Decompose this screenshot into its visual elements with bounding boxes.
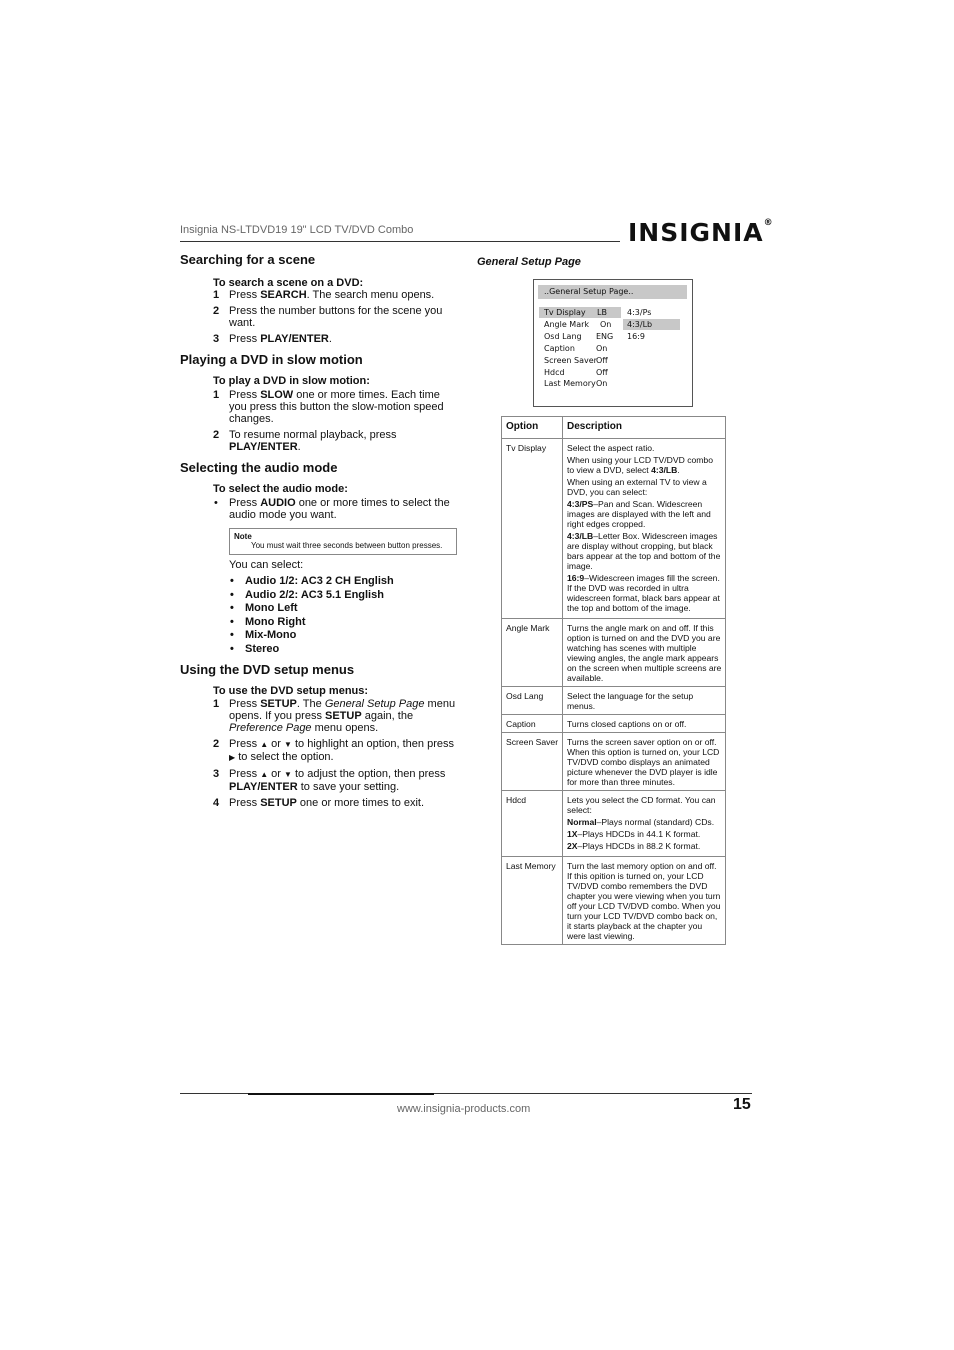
options-table [501,416,726,945]
down-arrow-icon: ▼ [284,770,292,779]
header-title: Insignia NS-LTDVD19 19" LCD TV/DVD Combo [180,224,414,236]
list-item: • Mix-Mono [229,629,460,643]
list-item: • Mono Left [229,602,460,616]
col-header-description: Description [563,417,726,439]
down-arrow-icon: ▼ [284,740,292,749]
step: 2 Press the number buttons for the scene you want. [213,305,443,329]
left-column [180,254,460,809]
audio-options-list [229,575,460,656]
list-item: • Mono Right [229,616,460,630]
footer-url[interactable]: www.insignia-products.com [397,1103,531,1115]
up-arrow-icon: ▲ [260,740,269,749]
setup-menu-screen: ..General Setup Page.. Tv Display LB 4:3/Ps Angle Mark On 4:3/Lb Osd Lang ENG 16:9 Caption On Screen Saver Off Hdcd Off Last Memory On [533,279,693,407]
table-row: Caption Turns closed captions on or off. [502,715,726,733]
list-item: • Audio 2/2: AC3 5.1 English [229,589,460,603]
note-box [229,528,457,555]
step: 3 Press ▲ or ▼ to adjust the option, then press PLAY/ENTER to save your setting. [213,768,446,793]
subheading-setup-menus: To use the DVD setup menus: [213,685,369,697]
logo-text: INSIGNIA [628,218,764,247]
steps-slow-motion [213,389,460,453]
table-row: Tv Display Select the aspect ratio. When using your LCD TV/DVD combo to view a DVD, select 4:3/LB. When using an external TV to view a DVD, you can select: 4:3/PS–Pan and Scan. Widescreen images are displayed with the left and right edges cropped. 4:3/LB–Letter Box. Widescreen images are display without cropping, but black bars appear at the top and bottom of the image. 16:9–Widescreen images fill the screen. If the DVD was recorded in ultra widescreen format, black bars appear at the top and bottom of the image. [502,439,726,619]
table-row: Hdcd Lets you select the CD format. You can select: Normal–Plays normal (standard) CDs. 1X–Plays HDCDs in 44.1 K format. 2X–Plays HDCDs in 88.2 K format. [502,791,726,857]
heading-search-scene: Searching for a scene [180,252,316,267]
subheading-slow-motion: To play a DVD in slow motion: [213,375,370,387]
can-select-text: You can select: [229,559,304,571]
up-arrow-icon: ▲ [260,770,269,779]
step: 1 Press SLOW one or more times. Each time you press this button the slow-motion speed changes. [213,389,444,425]
steps-search-scene [213,289,460,345]
step: 4 Press SETUP one or more times to exit. [213,797,425,809]
footer-rule-accent [248,1093,434,1095]
header-rule [180,241,620,242]
insignia-logo [628,218,774,247]
step: 1 Press SEARCH. The search menu opens. [213,289,435,301]
registered-mark-icon: ® [763,218,774,228]
page-number: 15 [733,1096,751,1113]
subheading-audio-mode: To select the audio mode: [213,483,348,495]
table-header-row [502,417,726,439]
right-arrow-icon: ▶ [229,753,236,762]
note-label: Note [234,532,252,541]
table-row: Angle Mark Turns the angle mark on and off. If this option is turned on and the DVD you are watching has scenes with multiple viewing angles, the angle mark appears on the screen when multiple screens are available. [502,619,726,687]
note-text: You must wait three seconds between button presses. [251,541,443,550]
list-item: • Stereo [229,643,460,657]
subheading-search-scene: To search a scene on a DVD: [213,277,364,289]
figure-caption: General Setup Page [477,256,581,268]
heading-slow-motion: Playing a DVD in slow motion [180,352,363,367]
screen-title-bar: ..General Setup Page.. [538,285,687,299]
steps-setup-menus [213,698,460,809]
step: 3 Press PLAY/ENTER. [213,333,332,345]
table-row: Osd Lang Select the language for the setup menus. [502,687,726,715]
step: 1 Press SETUP. The General Setup Page menu opens. If you press SETUP again, the Preference Page menu opens. [213,698,456,734]
step: 2 To resume normal playback, press PLAY/ENTER. [213,429,397,453]
step: 2 Press ▲ or ▼ to highlight an option, then press ▶ to select the option. [213,738,454,763]
list-item: • Audio 1/2: AC3 2 CH English [229,575,460,589]
list-item: • Press AUDIO one or more times to select the audio mode you want. [213,497,460,521]
heading-audio-mode: Selecting the audio mode [180,460,338,475]
table-row: Last Memory Turn the last memory option on and off. If this opition is turned on, your LCD TV/DVD combo remembers the DVD chapter you were viewing when you turn off your LCD TV/DVD combo. When you turn your LCD TV/DVD combo back on, it starts playback at the chapter you were last viewing. [502,857,726,945]
table-row: Screen Saver Turns the screen saver option on or off. When this option is turned on, your LCD TV/DVD combo displays an animated picture whenever the DVD player is idle for more than three minutes. [502,733,726,791]
col-header-option: Option [502,417,563,439]
bullets-audio-mode [213,497,460,521]
heading-setup-menus: Using the DVD setup menus [180,662,355,677]
